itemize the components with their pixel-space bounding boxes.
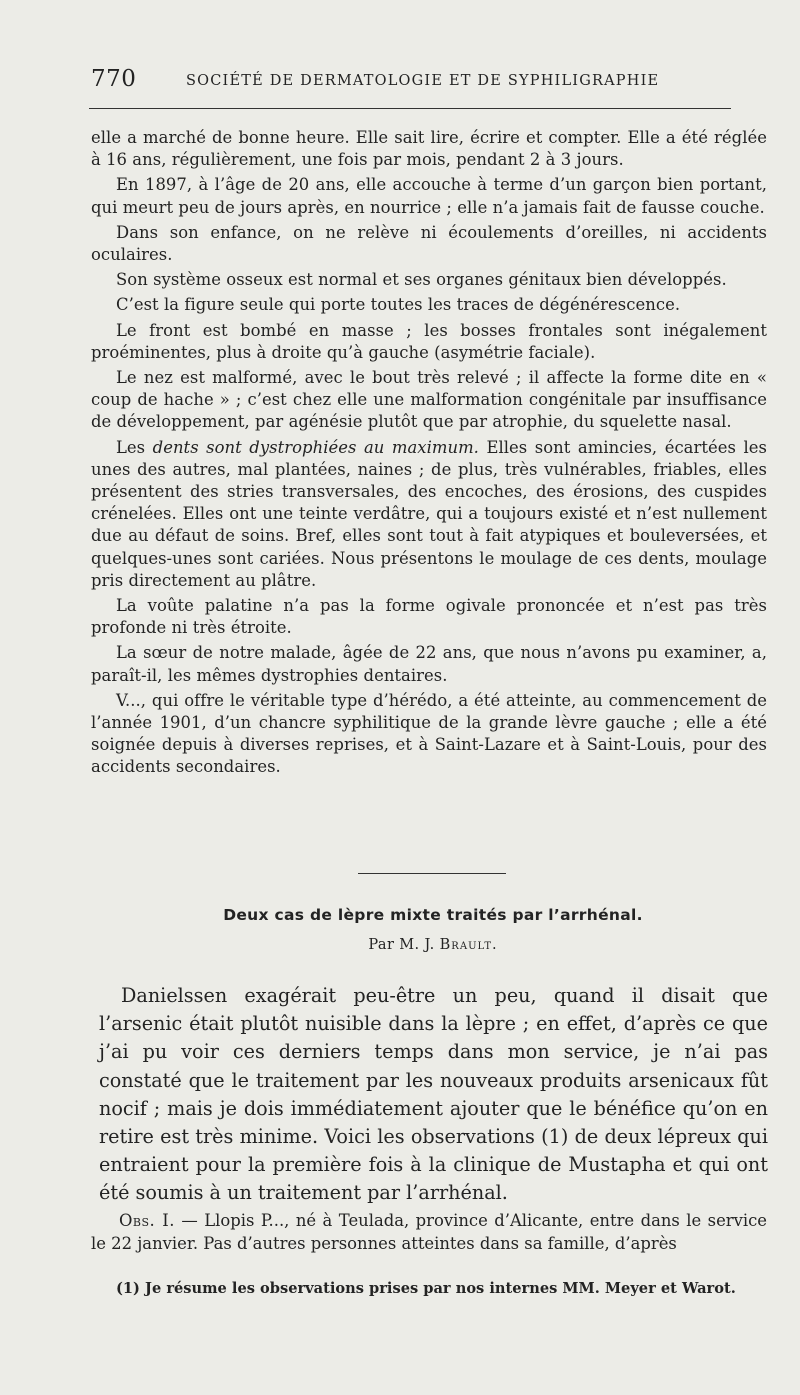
paragraph: Dans son enfance, on ne relève ni écoulements d’oreilles, ni accidents oculaires. [91, 222, 767, 265]
paragraph: C’est la figure seule qui porte toutes les traces de dégénérescence. [116, 295, 681, 315]
author-prefix: Par M. J. [368, 937, 440, 953]
observation-body: — Llopis P..., né à Teulada, province d’Alicante, entre dans le service le 22 janvier. Pas d’autres personnes atteintes dans sa famille, d’après [91, 1211, 767, 1253]
page-number: 770 [91, 66, 137, 92]
paragraph [91, 437, 767, 592]
paragraph: La voûte palatine n’a pas la forme ogivale prononcée et n’est pas très profonde ni très étroite. [91, 596, 767, 638]
paragraph-rest: Elles sont amincies, écartées les unes des autres, mal plantées, naines ; de plus, très vulnérables, friables, elles présentent des stries transversales, des encoches, des érosions, des cuspides crénelées. Elles ont une teinte verdâtre, qui a toujours existé et n’est nullement due au défaut de soins. Bref, elles sont tout à fait atypiques et bouleversées, et quelques-unes sont cariées. Nous présentons le moulage de ces dents, moulage pris directement au plâtre. [91, 437, 767, 590]
paragraph: En 1897, à l’âge de 20 ans, elle accouche à terme d’un garçon bien portant, qui meurt peu de jours après, en nourrice ; elle n’a jamais fait de fausse couche. [91, 175, 767, 217]
continued-case-text [91, 127, 767, 782]
author-name: Brault. [439, 937, 498, 953]
observation-text [91, 1210, 767, 1255]
running-head [91, 64, 731, 104]
running-title: SOCIÉTÉ DE DERMATOLOGIE ET DE SYPHILIGRAPHIE [186, 73, 660, 89]
section-separator [358, 873, 506, 874]
header-rule [89, 108, 731, 109]
paragraph: Danielssen exagérait peu-être un peu, quand il disait que l’arsenic était plutôt nuisible dans la lèpre ; en effet, d’après ce que j’ai pu voir ces derniers temps dans mon service, je n’ai pas constaté que le traitement par les nouveaux produits arsenicaux fût nocif ; mais je dois immédiatement ajouter que le bénéfice qu’on en retire est très minime. Voici les observations (1) de deux lépreux qui entraient pour la première fois à la clinique de Mustapha et qui ont été soumis à un traitement par l’arrhénal. [99, 984, 768, 1205]
paragraph [91, 1210, 767, 1255]
paragraph: Son système osseux est normal et ses organes génitaux bien développés. [116, 270, 727, 290]
paragraph: Le front est bombé en masse ; les bosses frontales sont inégalement proéminentes, plus à droite qu’à gauche (asymétrie faciale). [91, 320, 767, 362]
footnote: (1) Je résume les observations prises par nos internes MM. Meyer et Warot. [116, 1280, 736, 1297]
paragraph: Le nez est malformé, avec le bout très relevé ; il affecte la forme dite en « coup de hache » ; c’est chez elle une malformation congénitale par insuffisance de développement, par agénésie plutôt que par atrophie, du squelette nasal. [91, 368, 767, 432]
observation-label: Obs. I. [119, 1211, 175, 1230]
paragraph-lead: Les [116, 437, 153, 457]
article-title: Deux cas de lèpre mixte traités par l’arrhénal. [223, 906, 643, 924]
paragraph: La sœur de notre malade, âgée de 22 ans, que nous n’avons pu examiner, a, paraît-il, les mêmes dystrophies dentaires. [91, 643, 767, 685]
italic-phrase: dents sont dystrophiées au maximum. [152, 437, 479, 457]
paragraph: V..., qui offre le véritable type d’hérédo, a été atteinte, au commencement de l’année 1901, d’un chancre syphilitique de la grande lèvre gauche ; elle a été soignée depuis à diverses reprises, et à Saint-Lazare et à Saint-Louis, pour des accidents secondaires. [91, 690, 767, 777]
article-intro [99, 982, 768, 1208]
author-line [0, 937, 800, 953]
paragraph: elle a marché de bonne heure. Elle sait lire, écrire et compter. Elle a été réglée à 16 ans, régulièrement, une fois par mois, pendant 2 à 3 jours. [91, 128, 767, 170]
